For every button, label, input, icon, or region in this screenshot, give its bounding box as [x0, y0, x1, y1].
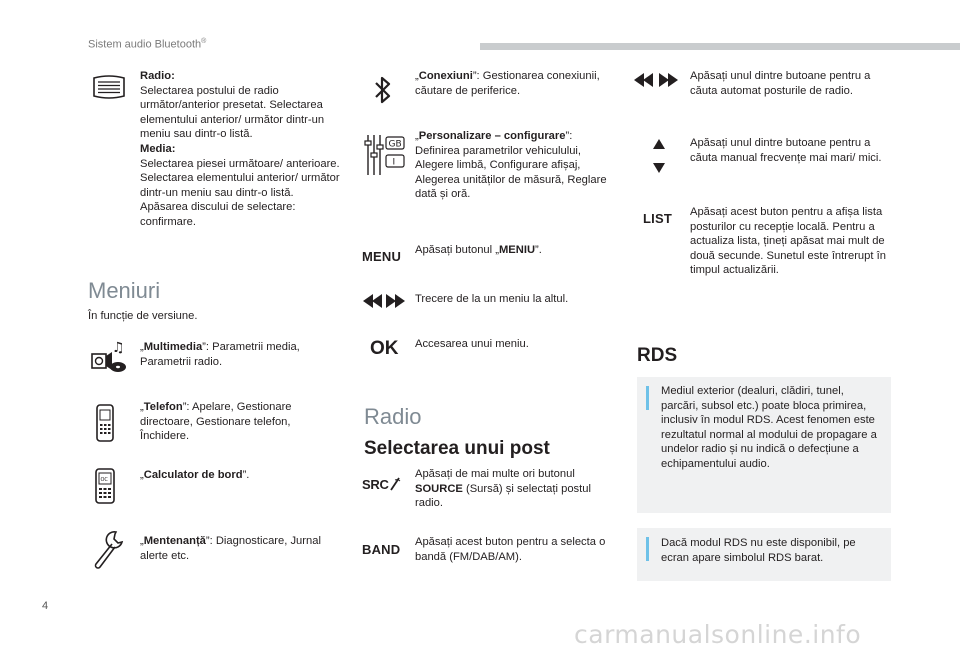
radio-text: Selectarea postului de radio următor/anterior presetat. Selectarea elementului anterior/ următor dintr-un meniu sau dintr-o listă.	[140, 84, 325, 141]
slash-icon	[389, 477, 401, 491]
customization-rest: ”: Definirea parametrilor vehiculului, Alegere limbă, Configurare afișaj, Alegerea unităților de măsură, Reglare dată și oră.	[415, 130, 607, 201]
note-marker	[646, 386, 649, 410]
seek-description: Apăsați unul dintre butoane pentru a căuta automat posturile de radio.	[690, 70, 871, 97]
ok-description: Accesarea unui meniu.	[415, 338, 529, 350]
seek-arrows-icon	[634, 73, 678, 87]
multimedia-icon	[88, 340, 128, 374]
trip-computer-name: Calculator de bord	[143, 469, 243, 481]
media-text: Selectarea piesei următoare/ anterioare. Selectarea elementului anterior/ următor dintr-un meniu sau dintr-o listă. Apăsarea discului de selectare: confirmare.	[140, 157, 340, 228]
quote-open: „	[140, 469, 144, 481]
src-button-icon	[362, 476, 401, 494]
trip-computer-description	[140, 468, 340, 483]
manual-search-description: Apăsați unul dintre butoane pentru a căuta manual frecvențe mai mari/ mici.	[690, 137, 882, 164]
multimedia-name: Multimedia	[143, 341, 203, 353]
multimedia-description	[140, 340, 340, 369]
rds-note-1: Mediul exterior (dealuri, clădiri, tunel, parcări, subsol etc.) poate bloca primirea, inclusiv în modul RDS. Acest fenomen este rezultatul normal al modului de propagare a undelor radio și nu indică o defecțiune a echipamentului audio.	[661, 385, 877, 470]
bluetooth-icon	[373, 74, 393, 106]
band-button-label: BAND	[362, 542, 401, 557]
quote-open: „	[140, 341, 144, 353]
menu-text-pre: Apăsați butonul „	[415, 244, 499, 256]
quote-open: „	[140, 535, 144, 547]
registered-mark: ®	[201, 38, 207, 45]
svg-text:I: I	[392, 157, 396, 168]
phone-icon	[95, 404, 115, 442]
list-button-label: LIST	[643, 211, 672, 226]
maintenance-description	[140, 534, 340, 563]
wrench-icon	[92, 530, 126, 570]
band-description: Apăsați acest buton pentru a selecta o bandă (FM/DAB/AM).	[415, 536, 606, 563]
menus-subtitle: În funcție de versiune.	[88, 310, 198, 322]
source-text-pre: Apăsați de mai multe ori butonul	[415, 468, 575, 480]
src-button-label: SRC	[362, 477, 389, 492]
phone-description	[140, 400, 340, 444]
maintenance-rest: ”: Diagnosticare, Jurnal alerte etc.	[140, 535, 321, 562]
menus-heading: Meniuri	[88, 278, 161, 303]
select-station-heading: Selectarea unui post	[364, 438, 550, 459]
running-header-text: Sistem audio Bluetooth	[88, 38, 202, 51]
list-button-icon	[92, 74, 126, 100]
ok-button-label: OK	[370, 338, 399, 359]
phone-rest: ”: Apelare, Gestionare directoare, Gestionare telefon, Închidere.	[140, 401, 292, 443]
rds-heading: RDS	[637, 345, 678, 366]
customization-name: Personalizare – configurare	[418, 130, 566, 142]
menu-text-bold: MENIU	[498, 244, 536, 256]
maintenance-name: Mentenanță	[143, 535, 206, 547]
header-bar	[480, 43, 960, 50]
radio-heading: Radio	[364, 404, 422, 429]
menu-text-post: ”.	[535, 244, 542, 256]
connections-rest: ”: Gestionarea conexiunii, căutare de periferice.	[415, 70, 600, 97]
watermark: carmanualsonline.info	[574, 620, 862, 649]
quote-open: „	[415, 130, 419, 142]
source-description	[415, 467, 615, 511]
svg-text:♫: ♫	[112, 340, 125, 356]
note-marker	[646, 537, 649, 561]
running-header	[88, 38, 206, 51]
svg-text:OC: OC	[100, 477, 108, 483]
rds-note-box-1	[637, 377, 891, 513]
trip-computer-rest: ”.	[242, 469, 250, 481]
source-text-bold: SOURCE	[415, 482, 463, 495]
connections-name: Conexiuni	[418, 70, 473, 82]
customization-description	[415, 129, 615, 202]
media-label: Media:	[140, 142, 176, 155]
settings-icon	[364, 133, 406, 177]
connections-description	[415, 69, 615, 98]
source-text-post: (Sursă) și selectați postul radio.	[415, 482, 591, 510]
left-right-arrows-icon	[363, 294, 405, 308]
radio-label: Radio:	[140, 70, 175, 82]
radio-media-description	[140, 69, 340, 230]
rds-note-box-2	[637, 528, 891, 581]
svg-text:GB: GB	[388, 139, 402, 150]
rds-note-2: Dacă modul RDS nu este disponibil, pe ecran apare simbolul RDS barat.	[661, 537, 856, 564]
trip-computer-icon	[94, 468, 116, 504]
up-down-arrows-icon	[653, 139, 665, 173]
multimedia-rest: ”: Parametrii media, Parametrii radio.	[140, 341, 300, 368]
list-description: Apăsați acest buton pentru a afișa lista posturilor cu recepție locală. Pentru a actualiza lista, țineți apăsat mai mult de două secunde. Sunetul este întrerupt în timpul actualizării.	[690, 206, 886, 277]
arrows-description: Trecere de la un meniu la altul.	[415, 293, 569, 305]
quote-open: „	[415, 70, 419, 82]
quote-open: „	[140, 401, 144, 413]
menu-button-label: MENU	[362, 249, 402, 264]
phone-name: Telefon	[143, 401, 183, 413]
menu-description	[415, 243, 615, 258]
page-number: 4	[42, 600, 49, 612]
